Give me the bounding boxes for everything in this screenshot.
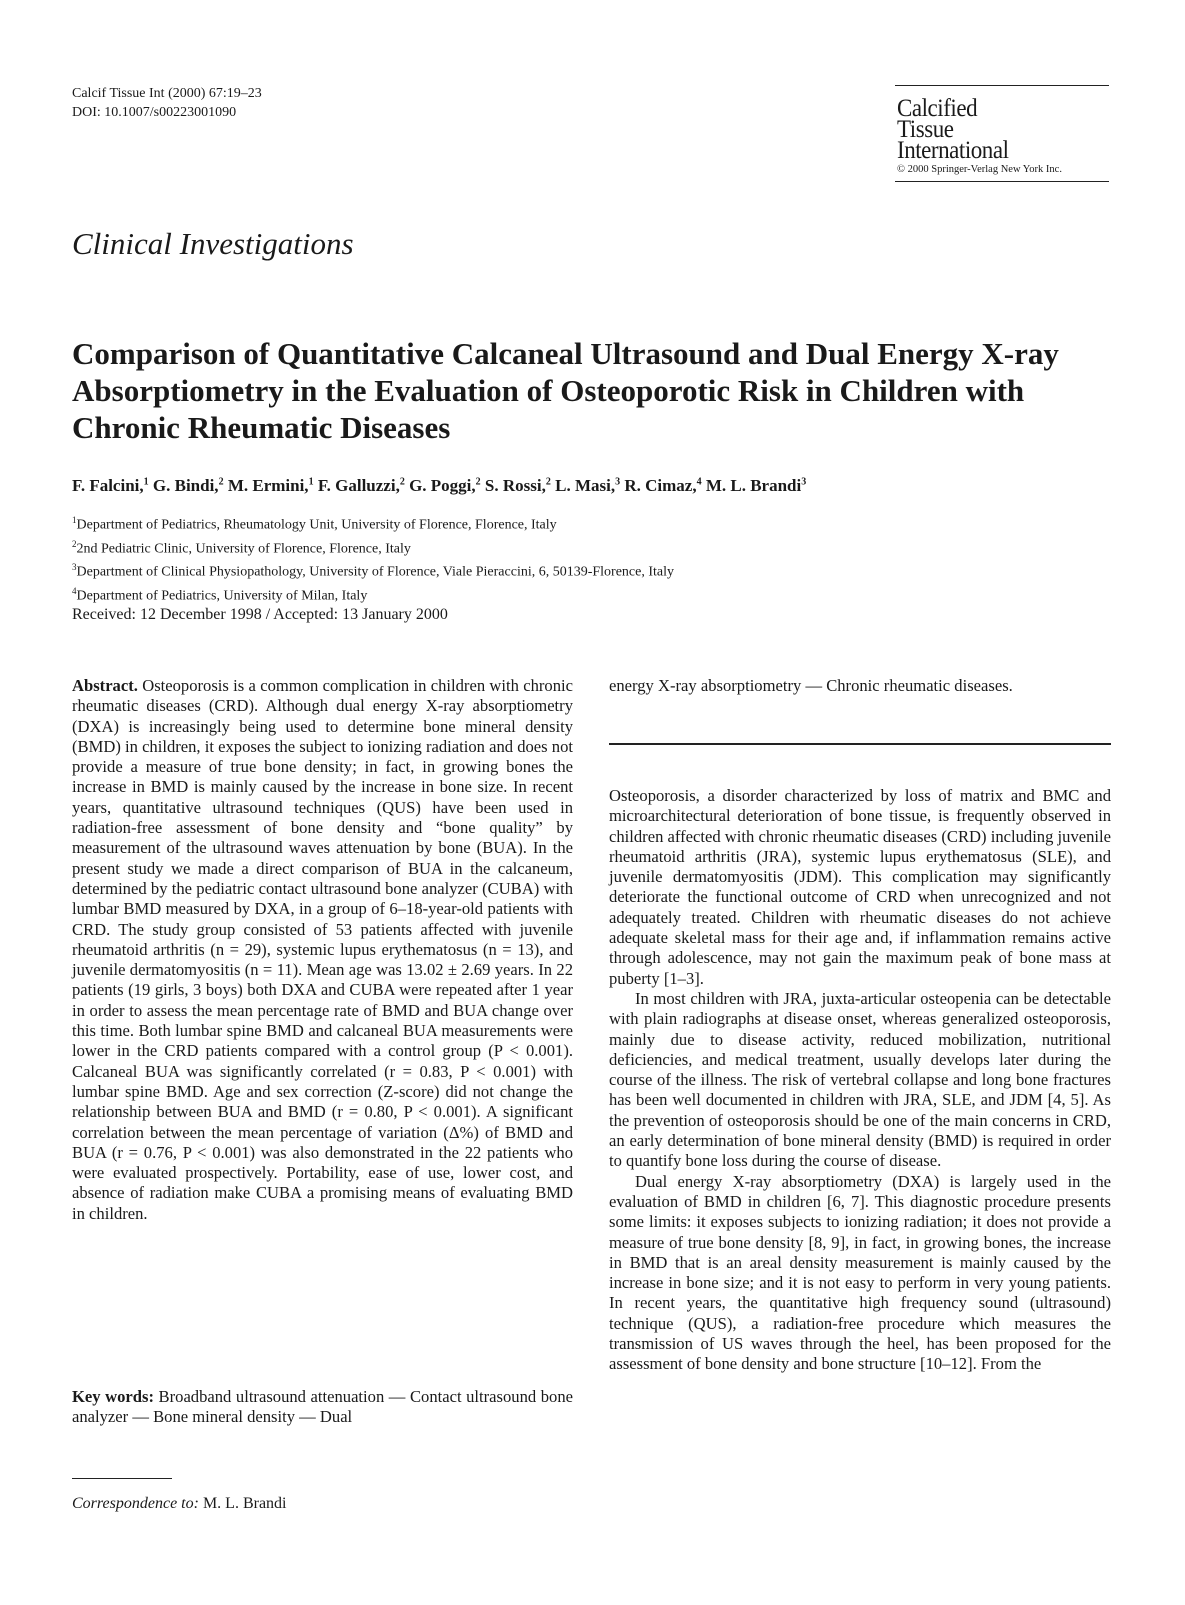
keywords-label: Key words: bbox=[72, 1387, 154, 1406]
affiliation: $^1$Department of Pediatrics, Rheumatology Unit, University of Florence, Florence, Italy bbox=[72, 515, 557, 533]
journal-logo bbox=[895, 95, 1109, 164]
affiliation: $^4$Department of Pediatrics, University of Milan, Italy bbox=[72, 585, 368, 604]
copyright-notice: © 2000 Springer-Verlag New York Inc. bbox=[897, 164, 1062, 175]
footnote-divider bbox=[72, 1478, 172, 1479]
author: L. Masi,$^3$ bbox=[555, 476, 621, 495]
citation-line: Calcif Tissue Int (2000) 67:19–23 bbox=[72, 86, 262, 101]
author: G. Poggi,$^2$ bbox=[409, 476, 481, 495]
author: F. Galluzzi,$^2$ bbox=[317, 476, 405, 495]
author-list bbox=[72, 476, 806, 496]
author: R. Cimaz,$^4$ bbox=[624, 476, 702, 495]
body-paragraph: Dual energy X-ray absorptiometry (DXA) is largely used in the evaluation of BMD in children [6, 7]. This diagnostic procedure presents some limits: it exposes subjects to ionizing radiation; it does not provide a measure of true bone density [8, 9], in fact, in growing bones, the increase in BMD that is an areal density measurement is mainly caused by the increase in bone size; and it is not easy to perform in very young patients. In recent years, the quantitative high frequency sound (ultrasound) technique (QUS), a radiation-free procedure which measures the transmission of US waves through the heel, has been proposed for the assessment of bone density and bone structure [10–12]. From the bbox=[609, 1171, 1111, 1374]
keywords bbox=[72, 1387, 573, 1428]
correspondence-note bbox=[72, 1495, 286, 1513]
author: S. Rossi,$^2$ bbox=[484, 476, 551, 495]
affiliation: $^2$2nd Pediatric Clinic, University of Florence, Florence, Italy bbox=[72, 538, 411, 557]
author: F. Falcini,$^1$ bbox=[72, 476, 149, 495]
affiliation: $^3$Department of Clinical Physiopathology, University of Florence, Viale Pieraccini, 6, 50139-Florence, Italy bbox=[72, 562, 675, 580]
correspondence-name: M. L. Brandi bbox=[202, 1495, 287, 1512]
abstract-label: Abstract. bbox=[72, 676, 138, 695]
doi-line: DOI: 10.1007/s00223001090 bbox=[72, 105, 237, 120]
body-paragraph: Osteoporosis, a disorder characterized by loss of matrix and BMC and microarchitectural deterioration of bone tissue, is frequently observed in children affected with chronic rheumatic diseases (CRD) including juvenile rheumatoid arthritis (JRA), systemic lupus erythematosus (SLE), and juvenile dermatomyositis (JDM). This complication may significantly deteriorate the functional outcome of CRD when unrecognized and not adequately treated. Children with rheumatic diseases do not achieve adequate skeletal mass for their age and, if inflammation remains active through adolescence, may not gain the maximum peak of bone mass at puberty [1–3]. bbox=[609, 786, 1111, 988]
keywords-text: Broadband ultrasound attenuation — Contact ultrasound bone analyzer — Bone mineral density — Dual bbox=[72, 1387, 573, 1427]
citation-block bbox=[72, 84, 262, 122]
affiliation-list bbox=[72, 511, 674, 606]
journal-logo-line: Calcified bbox=[897, 95, 978, 122]
body-paragraph: In most children with JRA, juxta-articular osteopenia can be detectable with plain radiographs at disease onset, whereas generalized osteoporosis, mainly due to disease activity, reduced mobilization, nutritional deficiencies, and medical treatment, usually develops later during the course of the illness. The risk of vertebral collapse and long bone fractures has been well documented in children with JRA, SLE, and JDM [4, 5]. As the prevention of osteoporosis should be one of the main concerns in CRD, an early determination of bone mineral density (BMD) is required in order to quantify bone loss during the course of disease. bbox=[609, 988, 1111, 1171]
author: M. Ermini,$^1$ bbox=[227, 476, 314, 495]
journal-logo-line: Tissue bbox=[897, 116, 954, 143]
introduction bbox=[609, 786, 1111, 1375]
author: M. L. Brandi$^3$ bbox=[705, 476, 807, 495]
keywords-continued: energy X-ray absorptiometry — Chronic rheumatic diseases. bbox=[609, 676, 1013, 695]
received-accepted-dates: Received: 12 December 1998 / Accepted: 13 January 2000 bbox=[72, 606, 448, 623]
section-label: Clinical Investigations bbox=[72, 226, 354, 261]
journal-masthead bbox=[895, 85, 1109, 182]
abstract-text: Osteoporosis is a common complication in children with chronic rheumatic diseases (CRD). Although dual energy X-ray absorptiometry (DXA) is increasingly being used to determine bone mineral density (BMD) in children, it exposes the subject to ionizing radiation and does not provide a measure of true bone density; in fact, in growing bones the increase in BMD is mainly caused by the increase in bone size. In recent years, quantitative ultrasound techniques (QUS) have been used in radiation-free assessment of bone density and “bone quality” by measurement of the ultrasound waves attenuation by bone (BUA). In the present study we made a direct comparison of BUA in the calcaneum, determined by the pediatric contact ultrasound bone analyzer (CUBA) with lumbar BMD measured by DXA, in a group of 6–18-year-old patients with CRD. The study group consisted of 53 patients affected with juvenile rheumatoid arthritis (n = 29), systemic lupus erythematosus (n = 13), and juvenile dermatomyositis (n = 11). Mean age was 13.02 ± 2.69 years. In 22 patients (19 girls, 3 boys) both DXA and CUBA were repeated after 1 year in order to assess the mean percentage rate of BMD and BUA change over this time. Both lumbar spine BMD and calcaneal BUA measurements were lower in the CRD patients compared with a control group (P < 0.001). Calcaneal BUA was significantly correlated (r = 0.83, P < 0.001) with lumbar spine BMD. Age and sex correction (Z-score) did not change the relationship between BUA and BMD (r = 0.80, P < 0.001). A significant correlation between the mean percentage of variation (Δ%) of BMD and BUA (r = 0.76, P < 0.001) was also demonstrated in the 22 patients who were evaluated prospectively. Portability, ease of use, lower cost, and absence of radiation make CUBA a promising means of evaluating BMD in children. bbox=[72, 676, 573, 1223]
abstract bbox=[72, 676, 573, 1224]
correspondence-label: Correspondence to: bbox=[72, 1495, 199, 1512]
journal-logo-line: International bbox=[897, 137, 1009, 164]
section-divider bbox=[609, 743, 1111, 745]
paper-title: Comparison of Quantitative Calcaneal Ultrasound and Dual Energy X-ray Absorptiometry in the Evaluation of Osteoporotic Risk in Children with Chronic Rheumatic Diseases bbox=[72, 336, 1059, 445]
author: G. Bindi,$^2$ bbox=[152, 476, 224, 495]
